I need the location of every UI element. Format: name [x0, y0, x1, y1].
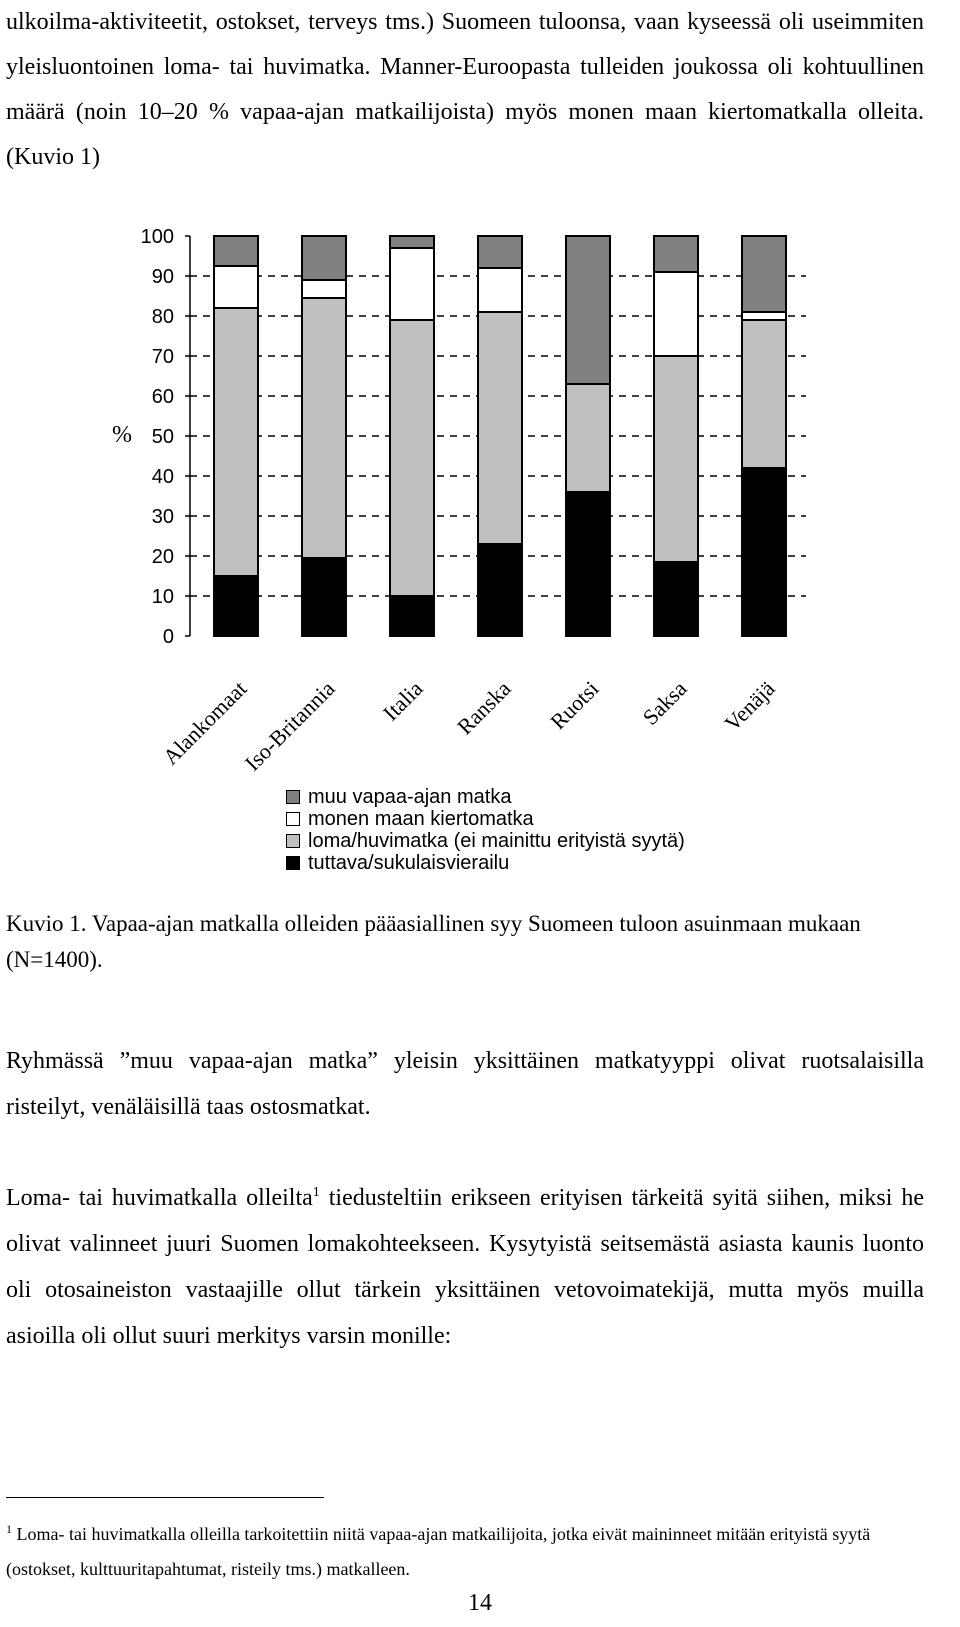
footnote-reference[interactable]: 1 — [312, 1185, 320, 1200]
x-tick-label: Italia — [377, 675, 428, 726]
bar-segment — [390, 236, 434, 248]
bar-segment — [742, 236, 786, 312]
bar-segment — [654, 356, 698, 562]
y-axis-label: % — [112, 422, 132, 448]
legend-swatch — [286, 856, 300, 870]
y-tick-label: 80 — [151, 306, 174, 328]
legend-item — [286, 852, 685, 874]
bar-segment — [742, 312, 786, 320]
bar-segment — [390, 320, 434, 596]
bar-segment — [478, 544, 522, 636]
bar-segment — [742, 468, 786, 636]
bar-segment — [654, 272, 698, 356]
bar-segment — [566, 236, 610, 384]
x-tick-label: Iso-Britannia — [239, 675, 340, 776]
x-tick-label: Venäjä — [719, 675, 780, 736]
x-tick-label: Alankomaat — [157, 675, 252, 770]
y-tick-label: 60 — [151, 386, 174, 408]
footnote — [6, 1517, 936, 1587]
legend-swatch — [286, 834, 300, 848]
y-tick-label: 100 — [140, 226, 174, 248]
legend-item — [286, 786, 685, 808]
x-tick-label: Ranska — [452, 675, 516, 740]
bar-segment — [214, 308, 258, 576]
bar-segment — [214, 236, 258, 266]
page-number: 14 — [468, 1590, 492, 1616]
paragraph-loma-before: Loma- tai huvimatkalla olleilta — [6, 1185, 313, 1211]
bar-segment — [654, 236, 698, 272]
bar-segment — [302, 236, 346, 280]
y-tick-label: 30 — [151, 506, 174, 528]
footnote-text: Loma- tai huvimatkalla olleilla tarkoitettiin niitä vapaa-ajan matkailijoita, jotka eivät maininneet mitään erityistä syytä (ostokset, kulttuuritapahtumat, risteily tms.) matkalleen. — [6, 1524, 871, 1579]
y-tick-label: 70 — [151, 346, 174, 368]
y-tick-label: 20 — [151, 546, 174, 568]
y-tick-label: 0 — [162, 626, 174, 648]
bar-segment — [478, 236, 522, 268]
bar-segment — [478, 312, 522, 544]
bar-segment — [742, 320, 786, 468]
y-tick-label: 90 — [151, 266, 174, 288]
footnote-divider — [6, 1497, 324, 1498]
bar-segment — [214, 576, 258, 636]
legend-label: muu vapaa-ajan matka — [308, 786, 512, 808]
x-tick-label: Saksa — [637, 675, 692, 730]
chart-legend — [286, 786, 685, 874]
paragraph-loma — [6, 1175, 924, 1359]
bar-segment — [302, 558, 346, 636]
footnote-marker: 1 — [6, 1522, 12, 1536]
y-tick-label: 40 — [151, 466, 174, 488]
stacked-bar-chart — [0, 220, 960, 900]
legend-item — [286, 830, 685, 852]
legend-swatch — [286, 812, 300, 826]
legend-label: loma/huvimatka (ei mainittu erityistä syytä) — [308, 830, 685, 852]
y-tick-label: 10 — [151, 586, 174, 608]
bar-segment — [654, 562, 698, 636]
legend-label: tuttava/sukulaisvierailu — [308, 852, 510, 874]
bar-segment — [302, 298, 346, 558]
bar-segment — [214, 266, 258, 308]
legend-item — [286, 808, 685, 830]
bar-segment — [390, 248, 434, 320]
bar-segment — [566, 384, 610, 492]
bar-segment — [478, 268, 522, 312]
legend-swatch — [286, 790, 300, 804]
bar-segment — [566, 492, 610, 636]
x-tick-label: Ruotsi — [545, 675, 604, 735]
y-tick-label: 50 — [151, 426, 174, 448]
figure-caption: Kuvio 1. Vapaa-ajan matkalla olleiden pääasiallinen syy Suomeen tuloon asuinmaan mukaan (N=1400). — [6, 911, 861, 972]
bar-segment — [390, 596, 434, 636]
bar-segment — [302, 280, 346, 298]
intro-paragraph: ulkoilma-aktiviteetit, ostokset, terveys tms.) Suomeen tuloonsa, vaan kyseessä oli useimmiten yleisluontoinen loma- tai huvimatka. Manner-Euroopasta tulleiden joukossa oli kohtuullinen määrä (noin 10–20 % vapaa-ajan matkailijoista) myös monen maan kiertomatkalla olleita. (Kuvio 1) — [6, 9, 924, 170]
legend-label: monen maan kiertomatka — [308, 808, 534, 830]
paragraph-ryhmassa: Ryhmässä ”muu vapaa-ajan matka” yleisin yksittäinen matkatyyppi olivat ruotsalaisilla risteilyt, venäläisillä taas ostosmatkat. — [6, 1048, 924, 1120]
paragraph-loma-after: tiedusteltiin erikseen erityisen tärkeitä syitä siihen, miksi he olivat valinneet juuri Suomen lomakohteekseen. Kysytyistä seitsemästä asiasta kaunis luonto oli otosaineiston vastaajille ollut tärkein yksittäinen vetovoimatekijä, mutta myös muilla asioilla oli ollut suuri merkitys varsin monille: — [6, 1185, 925, 1349]
